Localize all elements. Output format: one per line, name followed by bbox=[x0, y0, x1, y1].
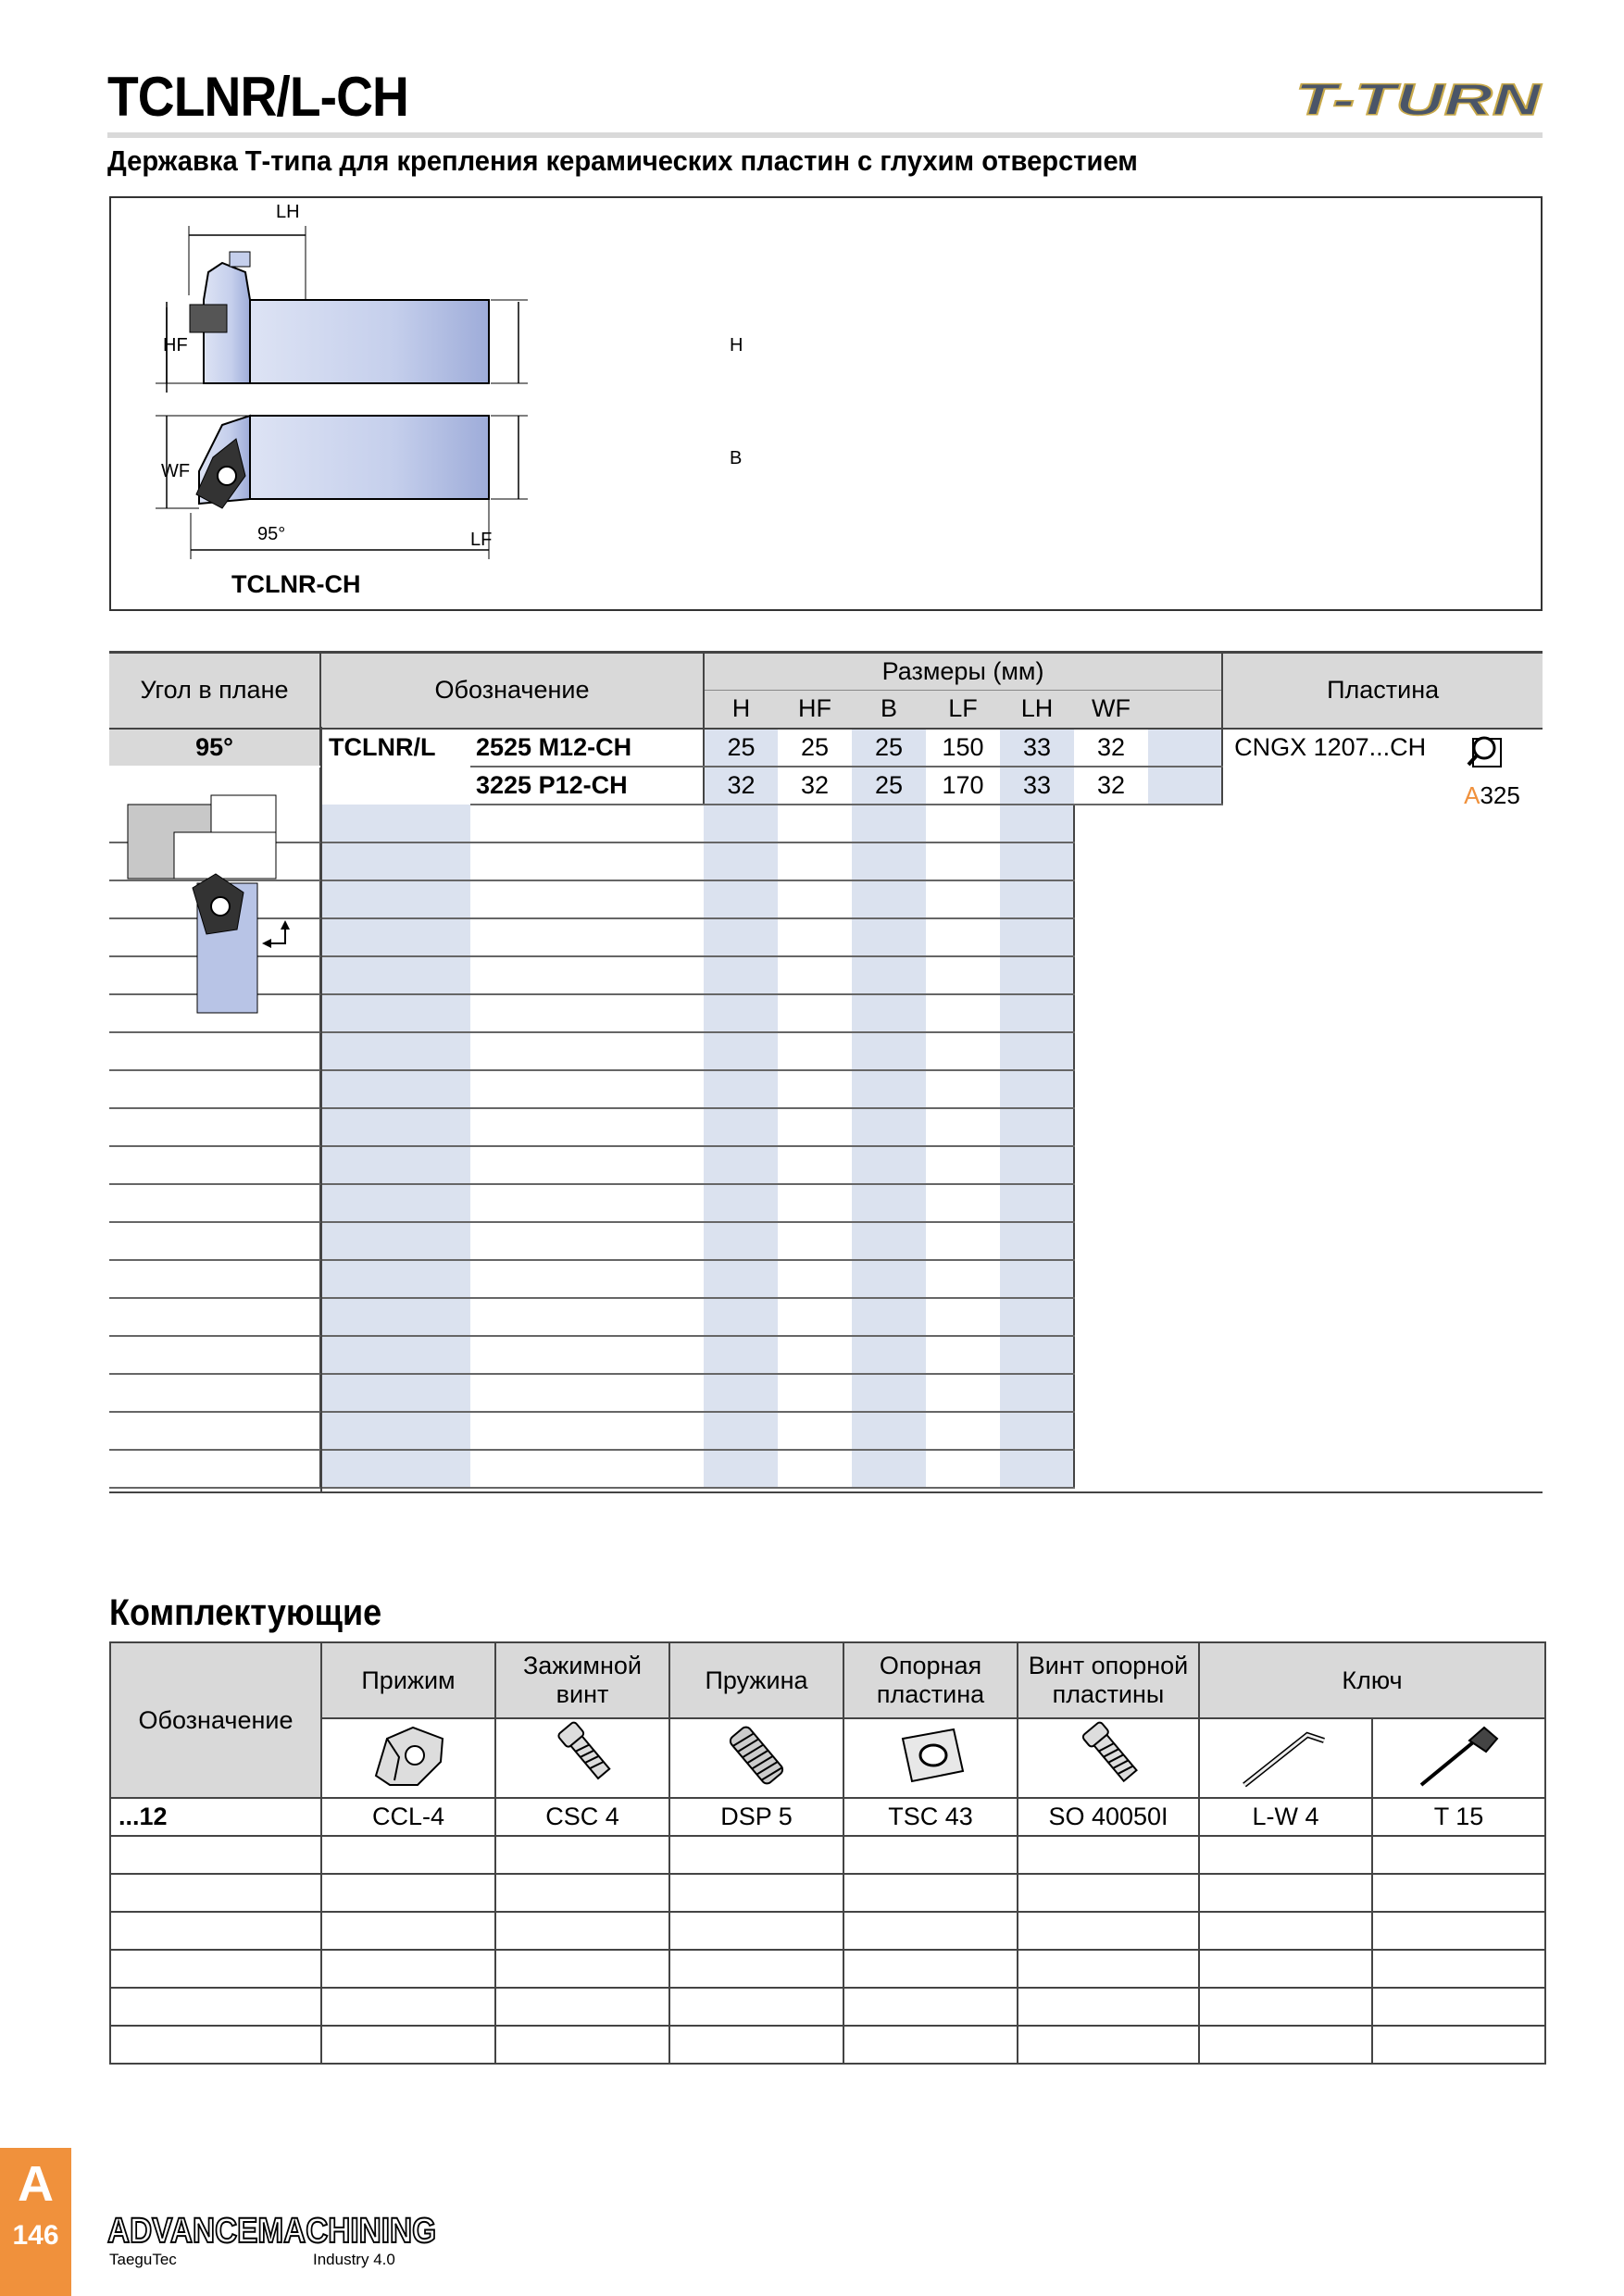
page-title: TCLNR/L-CH bbox=[107, 66, 409, 128]
header-designation: Обозначение bbox=[320, 653, 704, 729]
header-insert: Пластина bbox=[1222, 653, 1543, 729]
comp-header-clamp-screw: Зажимной винт bbox=[495, 1642, 669, 1718]
holder-table bbox=[109, 651, 1543, 1493]
comp-value-torx-key: T 15 bbox=[1372, 1798, 1545, 1836]
dim-label-lh: LH bbox=[276, 202, 300, 222]
spring-icon bbox=[669, 1718, 843, 1798]
header-dim-lh: LH bbox=[1000, 691, 1074, 729]
t-turn-logo bbox=[1292, 72, 1546, 128]
insert-code: CNGX 1207...CH bbox=[1234, 732, 1427, 761]
shim-screw-icon bbox=[1018, 1718, 1199, 1798]
components-title: Комплектующие bbox=[109, 1592, 382, 1633]
l-wrench-icon bbox=[1199, 1718, 1372, 1798]
section-letter: A bbox=[18, 2156, 54, 2212]
page-subtitle: Державка Т-типа для крепления керамических пластин с глухим отверстием bbox=[107, 144, 1138, 177]
reference-page: 325 bbox=[1480, 780, 1520, 809]
header-dimensions: Размеры (мм) bbox=[704, 653, 1222, 691]
comp-row-designation: ...12 bbox=[110, 1798, 321, 1836]
row-dim: 25 bbox=[778, 729, 852, 767]
shim-plate-icon bbox=[843, 1718, 1018, 1798]
row-dim: 25 bbox=[852, 767, 926, 805]
dim-label-angle: 95° bbox=[257, 524, 286, 544]
row-dim: 32 bbox=[1074, 767, 1148, 805]
diagram-caption: TCLNR-CH bbox=[231, 570, 361, 598]
header-dim-lf: LF bbox=[926, 691, 1000, 729]
dim-label-b: B bbox=[730, 448, 743, 468]
clamp-screw-icon bbox=[495, 1718, 669, 1798]
comp-value-spring: DSP 5 bbox=[669, 1798, 843, 1836]
clamp-icon bbox=[321, 1718, 495, 1798]
comp-header-designation: Обозначение bbox=[110, 1642, 321, 1798]
catalog-reference[interactable] bbox=[1464, 781, 1520, 810]
comp-value-l-wrench: L-W 4 bbox=[1199, 1798, 1372, 1836]
comp-header-spring: Пружина bbox=[669, 1642, 843, 1718]
comp-value-shim: TSC 43 bbox=[843, 1798, 1018, 1836]
row-dim: 32 bbox=[778, 767, 852, 805]
comp-header-shim-screw: Винт опорной пластины bbox=[1018, 1642, 1199, 1718]
comp-value-clamp-screw: CSC 4 bbox=[495, 1798, 669, 1836]
row-dim: 32 bbox=[704, 767, 778, 805]
dim-label-h: H bbox=[730, 335, 743, 356]
logo-main-text: ADVANCEMACHINING bbox=[107, 2212, 436, 2251]
row-dim: 150 bbox=[926, 729, 1000, 767]
row-dim: 170 bbox=[926, 767, 1000, 805]
dim-label-lf: LF bbox=[470, 530, 493, 550]
header-dim-b: B bbox=[852, 691, 926, 729]
header-dim-h: H bbox=[704, 691, 778, 729]
empty-rows bbox=[109, 805, 1543, 1488]
comp-header-clamp: Прижим bbox=[321, 1642, 495, 1718]
row-dim: 33 bbox=[1000, 729, 1074, 767]
row-code: 2525 M12-CH bbox=[470, 729, 704, 767]
header-angle: Угол в плане bbox=[109, 653, 320, 729]
comp-header-shim: Опорная пластина bbox=[843, 1642, 1018, 1718]
dim-label-hf: HF bbox=[163, 335, 188, 356]
brand-text: T-TURN bbox=[1295, 76, 1543, 125]
series-code: TCLNR/L bbox=[329, 733, 436, 761]
header-dim-wf: WF bbox=[1074, 691, 1148, 729]
cutting-direction-icon bbox=[128, 795, 294, 1017]
reference-letter: A bbox=[1464, 780, 1480, 809]
magnifier-icon[interactable] bbox=[1466, 733, 1506, 770]
advance-machining-logo bbox=[107, 2203, 441, 2270]
page-number: 146 bbox=[12, 2220, 59, 2251]
row-dim: 25 bbox=[704, 729, 778, 767]
row-code: 3225 P12-CH bbox=[470, 767, 704, 805]
row-dim: 33 bbox=[1000, 767, 1074, 805]
components-table bbox=[109, 1641, 1544, 2065]
comp-header-key: Ключ bbox=[1199, 1642, 1545, 1718]
row-dim: 32 bbox=[1074, 729, 1148, 767]
dim-label-wf: WF bbox=[161, 461, 191, 481]
comp-value-clamp: CCL-4 bbox=[321, 1798, 495, 1836]
side-view bbox=[156, 226, 528, 393]
logo-right-text: Industry 4.0 bbox=[313, 2251, 395, 2268]
angle-value: 95° bbox=[109, 729, 320, 767]
title-divider bbox=[107, 132, 1543, 138]
tool-diagram-box bbox=[109, 196, 1543, 611]
torx-key-icon bbox=[1372, 1718, 1545, 1798]
logo-left-text: TaeguTec bbox=[109, 2251, 177, 2268]
header-dim-hf: HF bbox=[778, 691, 852, 729]
row-dim: 25 bbox=[852, 729, 926, 767]
page-tab bbox=[0, 2148, 71, 2296]
comp-value-shim-screw: SO 40050I bbox=[1018, 1798, 1199, 1836]
